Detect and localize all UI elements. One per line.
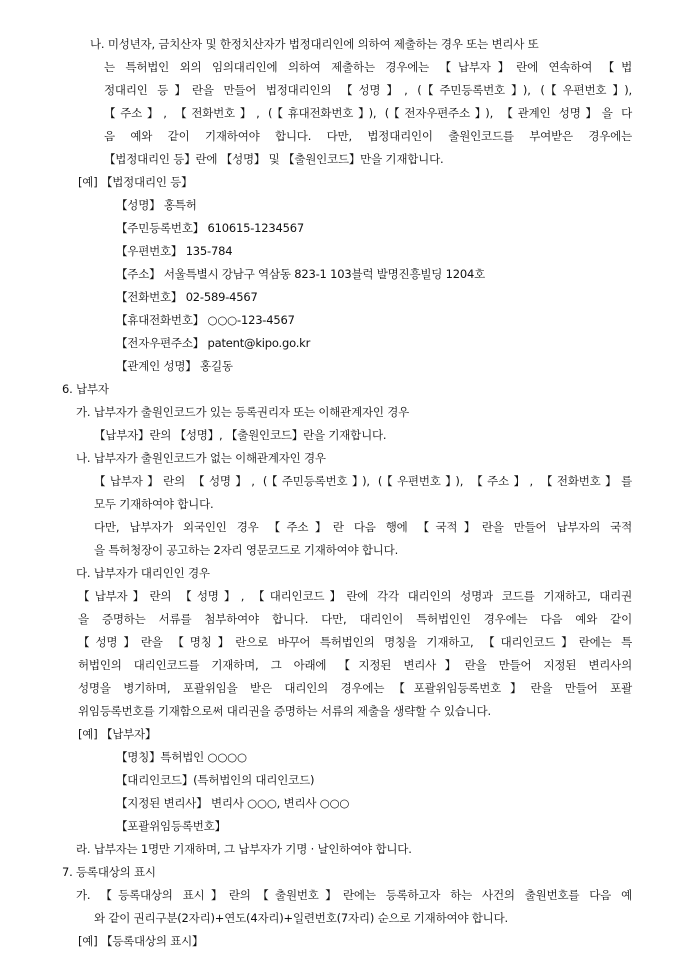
paragraph-line: 【법정대리인 등】란에 【성명】 및 【출원인코드】만을 기재합니다. [104, 152, 444, 166]
section-heading: 7. 등록대상의 표시 [62, 865, 156, 879]
example-line: 【주소】 서울특별시 강남구 역삼동 823-1 103블럭 발명진흥빌딩 1204호 [116, 267, 486, 281]
subsection-heading: 다. 납부자가 대리인인 경우 [76, 566, 210, 580]
example-label: [예] 【법정대리인 등】 [78, 175, 193, 189]
paragraph-line: 【성명】란을 【명칭】란으로 바꾸어 특허법인의 명칭을 기재하고, 【대리인코드】란에는 특 [78, 635, 632, 649]
example-line: 【주민등록번호】 610615-1234567 [116, 221, 304, 235]
subsection-heading: 가. 납부자가 출원인코드가 있는 등록권리자 또는 이해관계자인 경우 [76, 405, 410, 419]
example-label: [예] 【등록대상의 표시】 [78, 934, 204, 948]
example-line: 【명칭】특허법인 ○○○○ [116, 750, 247, 764]
paragraph-line: 위임등록번호를 기재함으로써 대리권을 증명하는 서류의 제출을 생략할 수 있습니다. [78, 704, 491, 718]
paragraph-line: 나. 미성년자, 금치산자 및 한정치산자가 법정대리인에 의하여 제출하는 경우 또는 변리사 또 [90, 37, 539, 51]
paragraph-line: 【주소】, 【전화번호】, (【휴대전화번호】), (【전자우편주소】), 【관계인 성명】을 다 [104, 106, 632, 120]
example-line: 【우편번호】 135-784 [116, 244, 233, 258]
example-line: 【전자우편주소】 patent@kipo.go.kr [116, 336, 311, 350]
paragraph-line: 【납부자】란의 【성명】, (【주민등록번호】), (【우편번호】), 【주소】, 【전화번호】를 [94, 474, 632, 488]
paragraph-line: 허법인의 대리인코드를 기재하며, 그 아래에 【지정된 변리사】란을 만들어 지정된 변리사의 [78, 658, 632, 672]
subsection-heading: 라. 납부자는 1명만 기재하며, 그 납부자가 기명 · 날인하여야 합니다. [76, 842, 412, 856]
example-line: 【관계인 성명】 홍길동 [116, 359, 233, 373]
example-label: [예] 【납부자】 [78, 727, 157, 741]
paragraph-line: 는 특허법인 외의 임의대리인에 의하여 제출하는 경우에는 【납부자】란에 연속하여 【법 [104, 60, 632, 74]
example-line: 【대리인코드】(특허법인의 대리인코드) [116, 773, 315, 787]
paragraph-line: 성명을 병기하며, 포괄위임을 받은 대리인의 경우에는【포괄위임등록번호】란을 만들어 포괄 [78, 681, 632, 695]
subsection-heading: 가. 【등록대상의 표시】란의【출원번호】란에는 등록하고자 하는 사건의 출원번호를 다음 예 [76, 888, 632, 902]
paragraph-line: 【납부자】란의 【성명】, 【대리인코드】란에 각각 대리인의 성명과 코드를 기재하고, 대리권 [78, 589, 632, 603]
paragraph-line: 을 특허청장이 공고하는 2자리 영문코드로 기재하여야 합니다. [94, 543, 399, 557]
paragraph-line: 【납부자】란의 【성명】, 【출원인코드】란을 기재합니다. [94, 428, 387, 442]
paragraph-line: 와 같이 권리구분(2자리)+연도(4자리)+일련번호(7자리) 순으로 기재하여야 합니다. [94, 911, 508, 925]
example-line: 【성명】 홍특허 [116, 198, 197, 212]
section-heading: 6. 납부자 [62, 382, 109, 396]
paragraph-line: 음 예와 같이 기재하여야 합니다. 다만, 법정대리인이 출원인코드를 부여받은 경우에는 [104, 129, 632, 143]
paragraph-line: 다만, 납부자가 외국인인 경우 【주소】란 다음 행에 【국적】란을 만들어 납부자의 국적 [94, 520, 632, 534]
paragraph-line: 을 증명하는 서류를 첨부하여야 합니다. 다만, 대리인이 특허법인인 경우에는 다음 예와 같이 [78, 612, 632, 626]
example-line: 【휴대전화번호】 ○○○-123-4567 [116, 313, 295, 327]
example-line: 【전화번호】 02-589-4567 [116, 290, 258, 304]
example-line: 【포괄위임등록번호】 [116, 819, 226, 833]
example-line: 【지정된 변리사】 변리사 ○○○, 변리사 ○○○ [116, 796, 350, 810]
paragraph-line: 모두 기재하여야 합니다. [94, 497, 214, 511]
subsection-heading: 나. 납부자가 출원인코드가 없는 이해관계자인 경우 [76, 451, 326, 465]
paragraph-line: 정대리인 등】란을 만들어 법정대리인의 【성명】, (【주민등록번호】), (【우편번호】), [104, 83, 632, 97]
